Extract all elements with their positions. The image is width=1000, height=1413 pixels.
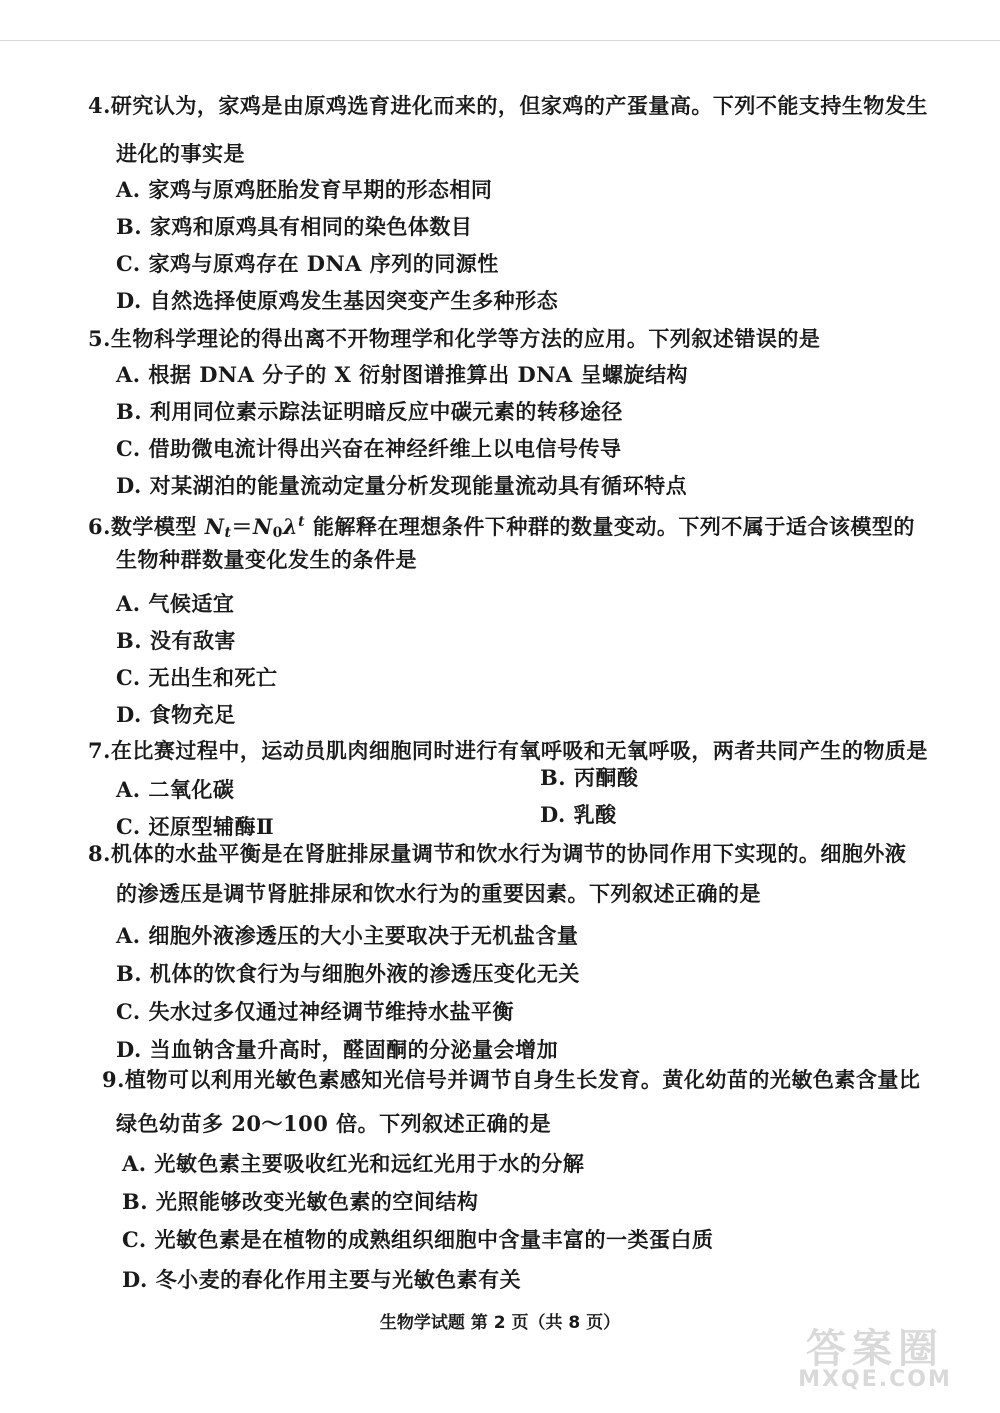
q6-option-c: C. 无出生和死亡 <box>116 665 278 690</box>
q4-option-a: A. 家鸡与原鸡胚胎发育早期的形态相同 <box>116 177 493 202</box>
q5-option-b: B. 利用同位素示踪法证明暗反应中碳元素的转移途径 <box>116 399 623 424</box>
q8-option-c: C. 失水过多仅通过神经调节维持水盐平衡 <box>116 999 514 1024</box>
formula-sub-zero: 0 <box>272 525 283 541</box>
q5-option-d: D. 对某湖泊的能量流动定量分析发现能量流动具有循环特点 <box>116 473 688 498</box>
formula-n0: N <box>252 514 273 539</box>
page-footer: 生物学试题 第 2 页（共 8 页） <box>379 1313 621 1333</box>
formula-equals: ＝ <box>231 514 253 539</box>
q5-option-a: A. 根据 DNA 分子的 X 衍射图谱推算出 DNA 呈螺旋结构 <box>116 362 688 387</box>
q7-option-b: B. 丙酮酸 <box>540 765 639 790</box>
q4-option-d: D. 自然选择使原鸡发生基因突变产生多种形态 <box>116 288 559 313</box>
q6-option-a: A. 气候适宜 <box>116 591 235 616</box>
q4-stem-line1: 4.研究认为，家鸡是由原鸡选育进化而来的，但家鸡的产蛋量高。下列不能支持生物发生 <box>88 93 928 118</box>
q9-option-b: B. 光照能够改变光敏色素的空间结构 <box>122 1189 479 1214</box>
q6-formula <box>205 514 305 539</box>
q8-stem-line2: 的渗透压是调节肾脏排尿和饮水行为的重要因素。下列叙述正确的是 <box>116 881 761 906</box>
top-divider <box>0 40 1000 41</box>
q4-stem-line2: 进化的事实是 <box>116 141 245 166</box>
q7-option-c: C. 还原型辅酶Ⅱ <box>116 814 275 839</box>
q9-option-d: D. 冬小麦的春化作用主要与光敏色素有关 <box>122 1267 522 1292</box>
formula-sub-t: t <box>224 525 232 541</box>
q8-stem-line1: 8.机体的水盐平衡是在肾脏排尿量调节和饮水行为调节的协同作用下实现的。细胞外液 <box>88 841 907 866</box>
q8-option-d: D. 当血钠含量升高时，醛固酮的分泌量会增加 <box>116 1037 559 1062</box>
q6-stem-suffix: 能解释在理想条件下种群的数量变动。下列不属于适合该模型的 <box>305 514 915 539</box>
q7-stem: 7.在比赛过程中，运动员肌肉细胞同时进行有氧呼吸和无氧呼吸，两者共同产生的物质是 <box>88 738 928 763</box>
q8-option-a: A. 细胞外液渗透压的大小主要取决于无机盐含量 <box>116 923 579 948</box>
q9-stem-line2: 绿色幼苗多 20～100 倍。下列叙述正确的是 <box>116 1111 552 1136</box>
formula-sup-t: t <box>298 514 306 530</box>
q6-option-d: D. 食物充足 <box>116 702 236 727</box>
watermark-logo: 答案圈 <box>806 1326 944 1372</box>
q9-stem-line1: 9.植物可以利用光敏色素感知光信号并调节自身生长发育。黄化幼苗的光敏色素含量比 <box>102 1067 921 1092</box>
q6-option-b: B. 没有敌害 <box>116 628 236 653</box>
q4-option-c: C. 家鸡与原鸡存在 DNA 序列的同源性 <box>116 251 499 276</box>
watermark-url: MXQE.COM <box>798 1367 952 1392</box>
q9-option-c: C. 光敏色素是在植物的成熟组织细胞中含量丰富的一类蛋白质 <box>122 1227 714 1252</box>
formula-n: N <box>204 514 225 539</box>
q6-stem-line1 <box>88 508 915 547</box>
q6-stem-prefix: 6.数学模型 <box>88 514 205 539</box>
q8-option-b: B. 机体的饮食行为与细胞外液的渗透压变化无关 <box>116 961 580 986</box>
q4-option-b: B. 家鸡和原鸡具有相同的染色体数目 <box>116 214 473 239</box>
watermark <box>780 1315 970 1395</box>
q5-option-c: C. 借助微电流计得出兴奋在神经纤维上以电信号传导 <box>116 436 622 461</box>
q7-option-d: D. 乳酸 <box>540 802 617 827</box>
q6-stem-line2: 生物种群数量变化发生的条件是 <box>116 547 417 572</box>
formula-lambda: λ <box>282 514 299 539</box>
q7-option-a: A. 二氧化碳 <box>116 777 235 802</box>
q5-stem: 5.生物科学理论的得出离不开物理学和化学等方法的应用。下列叙述错误的是 <box>88 326 821 351</box>
q9-option-a: A. 光敏色素主要吸收红光和远红光用于水的分解 <box>122 1151 585 1176</box>
